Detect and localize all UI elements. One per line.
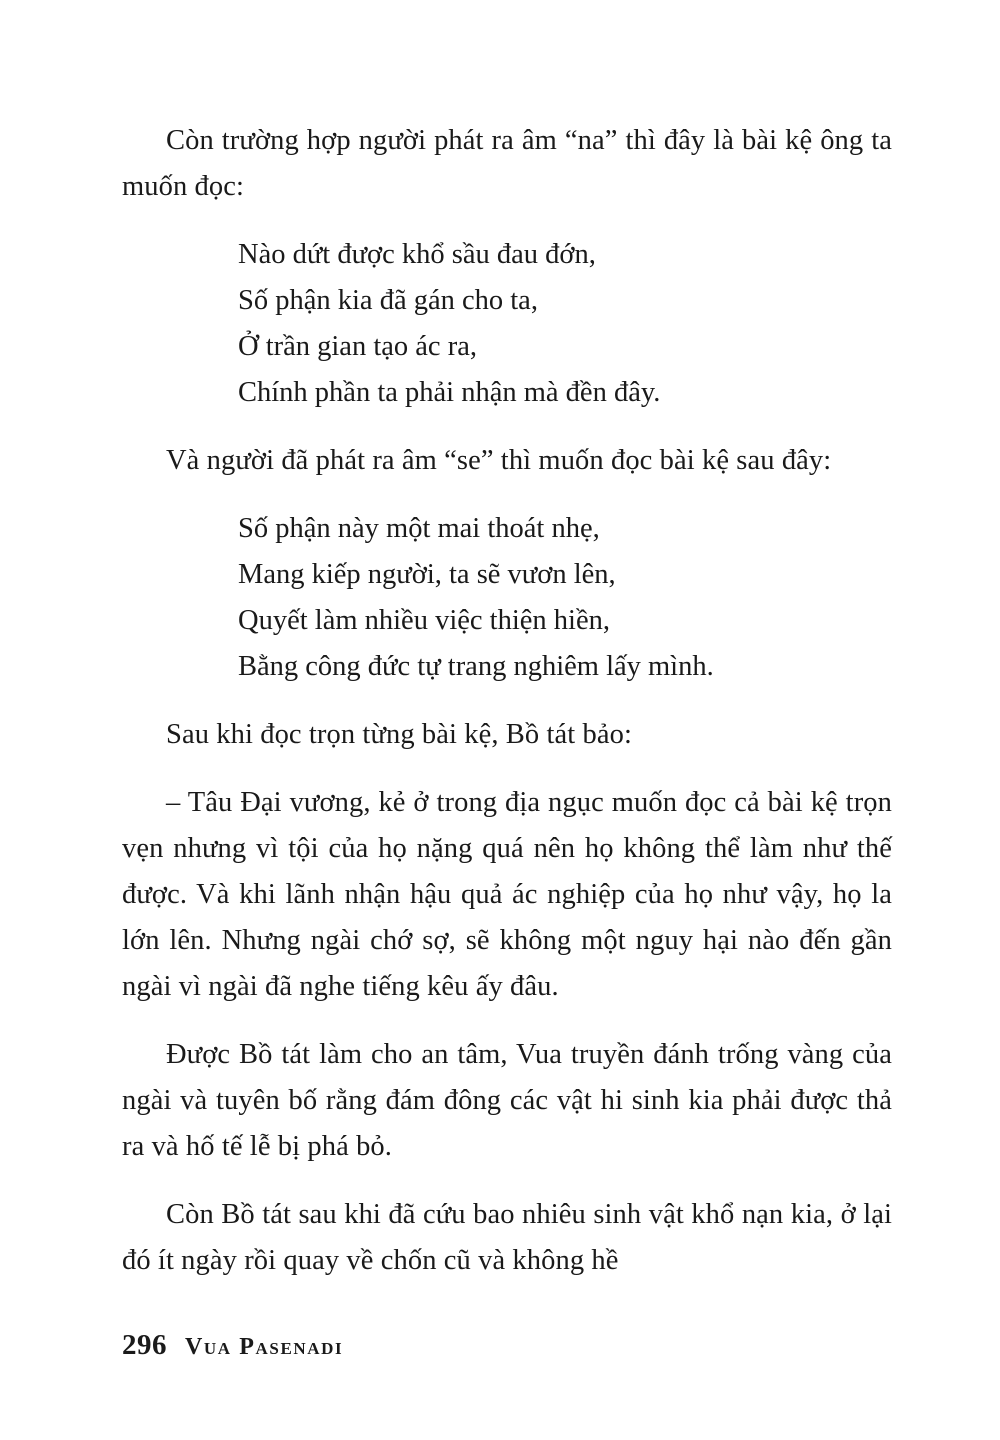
- paragraph-1: Còn trường hợp người phát ra âm “na” thì đây là bài kệ ông ta muốn đọc:: [122, 125, 892, 202]
- verse-line: Ở trần gian tạo ác ra,: [238, 331, 477, 362]
- paragraph-5: Được Bồ tát làm cho an tâm, Vua truyền đánh trống vàng của ngài và tuyên bố rằng đám đông các vật hi sinh kia phải được thả ra và hố tế lễ bị phá bỏ.: [122, 1039, 892, 1162]
- paragraph-4: – Tâu Đại vương, kẻ ở trong địa ngục muốn đọc cả bài kệ trọn vẹn nhưng vì tội của họ nặng quá nên họ không thể làm như thế được. Và khi lãnh nhận hậu quả ác nghiệp của họ như vậy, họ la lớn lên. Nhưng ngài chớ sợ, sẽ không một nguy hại nào đến gần ngài vì ngài đã nghe tiếng kêu ấy đâu.: [122, 787, 892, 1002]
- paragraph-2: Và người đã phát ra âm “se” thì muốn đọc bài kệ sau đây:: [166, 445, 832, 476]
- page-number: 296: [122, 1329, 167, 1361]
- verse-block-two: [122, 506, 892, 690]
- running-head: Vua Pasenadi: [185, 1334, 344, 1360]
- verse-block-one: [122, 232, 892, 416]
- verse-line: Quyết làm nhiều việc thiện hiền,: [238, 605, 610, 636]
- verse-line: Số phận này một mai thoát nhẹ,: [238, 513, 600, 544]
- paragraph-3: Sau khi đọc trọn từng bài kệ, Bồ tát bảo:: [166, 719, 632, 750]
- verse-line: Bằng công đức tự trang nghiêm lấy mình.: [238, 651, 714, 682]
- verse-line: Mang kiếp người, ta sẽ vươn lên,: [238, 559, 616, 590]
- verse-line: Nào dứt được khổ sầu đau đớn,: [238, 239, 596, 270]
- page-footer: [122, 1329, 343, 1362]
- paragraph-6: Còn Bồ tát sau khi đã cứu bao nhiêu sinh vật khổ nạn kia, ở lại đó ít ngày rồi quay về chốn cũ và không hề: [122, 1199, 892, 1276]
- verse-line: Chính phần ta phải nhận mà đền đây.: [238, 377, 661, 408]
- verse-line: Số phận kia đã gán cho ta,: [238, 285, 538, 316]
